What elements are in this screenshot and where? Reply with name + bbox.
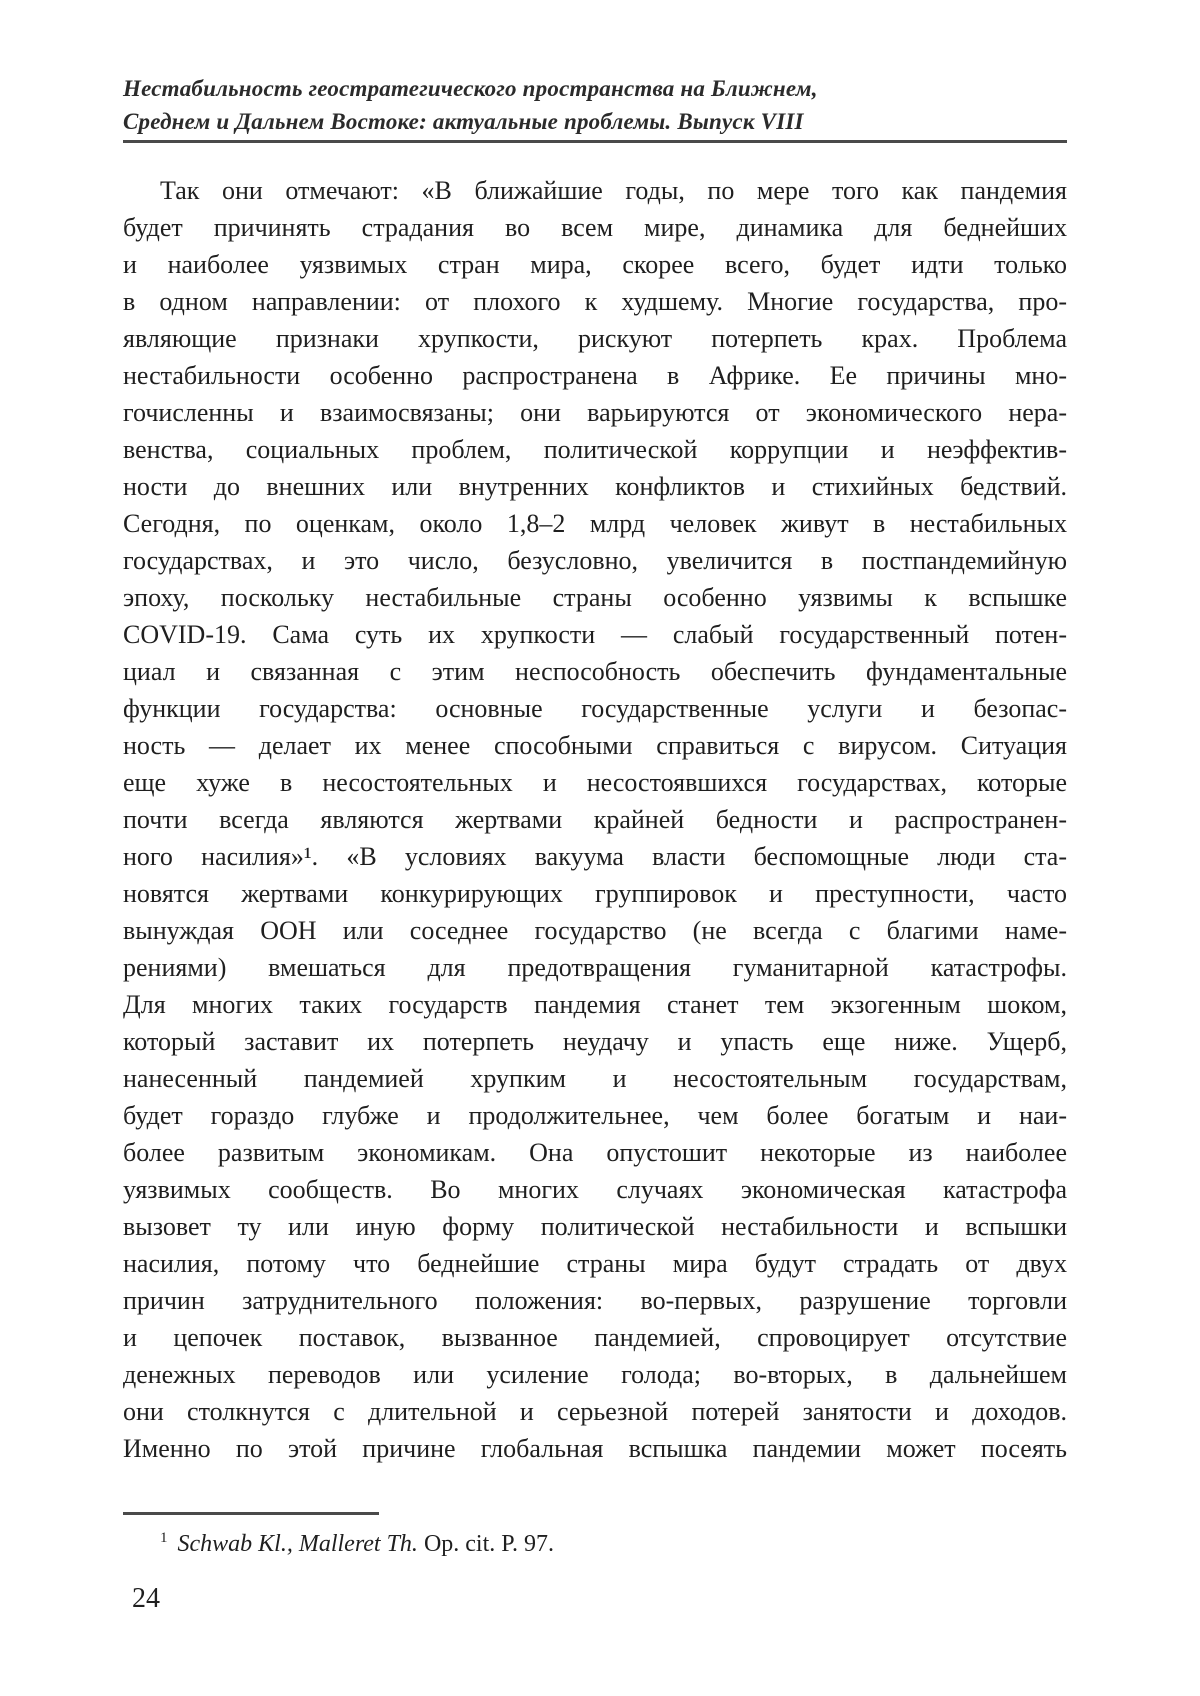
- body-text-line: и цепочек поставок, вызванное пандемией, спровоцирует отсутствие: [123, 1323, 1067, 1352]
- body-text-line: новятся жертвами конкурирующих группировок и преступности, часто: [123, 879, 1067, 908]
- body-text-line: будет причинять страдания во всем мире, динамика для беднейших: [123, 213, 1067, 242]
- body-text-line: вызовет ту или иную форму политической нестабильности и вспышки: [123, 1212, 1067, 1241]
- body-text-line: Так они отмечают: «В ближайшие годы, по мере того как пандемия: [160, 176, 1067, 205]
- body-text-line: будет гораздо глубже и продолжительнее, чем более богатым и наи-: [123, 1101, 1067, 1130]
- footnote-rule: [123, 1512, 379, 1515]
- body-text-line: причин затруднительного положения: во-первых, разрушение торговли: [123, 1286, 1067, 1315]
- body-text-line: циал и связанная с этим неспособность обеспечить фундаментальные: [123, 657, 1067, 686]
- body-text-line: почти всегда являются жертвами крайней бедности и распространен-: [123, 805, 1067, 834]
- body-text-line: COVID-19. Сама суть их хрупкости — слабый государственный потен-: [123, 620, 1067, 649]
- header-rule: [123, 140, 1067, 143]
- body-text-line: Именно по этой причине глобальная вспышка пандемии может посеять: [123, 1434, 1067, 1463]
- page-number: 24: [132, 1583, 160, 1614]
- body-text-line: ности до внешних или внутренних конфликтов и стихийных бедствий.: [123, 472, 1067, 501]
- running-header: [123, 72, 1067, 138]
- body-text-line: в одном направлении: от плохого к худшему. Многие государства, про-: [123, 287, 1067, 316]
- body-text-line: эпоху, поскольку нестабильные страны особенно уязвимы к вспышке: [123, 583, 1067, 612]
- body-text-line: рениями) вмешаться для предотвращения гуманитарной катастрофы.: [123, 953, 1067, 982]
- body-text-line: и наиболее уязвимых стран мира, скорее всего, будет идти только: [123, 250, 1067, 279]
- body-paragraph: [123, 172, 1067, 1467]
- footnote: [160, 1528, 1067, 1560]
- body-text-line: гочисленны и взаимосвязаны; они варьируются от экономического нера-: [123, 398, 1067, 427]
- body-text-line: государствах, и это число, безусловно, увеличится в постпандемийную: [123, 546, 1067, 575]
- body-text-line: который заставит их потерпеть неудачу и упасть еще ниже. Ущерб,: [123, 1027, 1067, 1056]
- body-text-line: насилия, потому что беднейшие страны мира будут страдать от двух: [123, 1249, 1067, 1278]
- body-text-line: они столкнутся с длительной и серьезной потерей занятости и доходов.: [123, 1397, 1067, 1426]
- footnote-reference: Op. cit. P. 97.: [423, 1531, 554, 1557]
- body-text-line: функции государства: основные государственные услуги и безопас-: [123, 694, 1067, 723]
- body-text-line: более развитым экономикам. Она опустошит некоторые из наиболее: [123, 1138, 1067, 1167]
- body-text-line: ность — делает их менее способными справиться с вирусом. Ситуация: [123, 731, 1067, 760]
- body-text-line: венства, социальных проблем, политической коррупции и неэффектив-: [123, 435, 1067, 464]
- body-text-line: еще хуже в несостоятельных и несостоявшихся государствах, которые: [123, 768, 1067, 797]
- body-text-line: ного насилия»¹. «В условиях вакуума власти беспомощные люди ста-: [123, 842, 1067, 871]
- running-header-line-2: Среднем и Дальнем Востоке: актуальные проблемы. Выпуск VIII: [123, 109, 804, 134]
- body-text-line: вынуждая ООН или соседнее государство (не всегда с благими наме-: [123, 916, 1067, 945]
- body-text-line: уязвимых сообществ. Во многих случаях экономическая катастрофа: [123, 1175, 1067, 1204]
- running-header-line-1: Нестабильность геостратегического пространства на Ближнем,: [123, 76, 818, 101]
- body-text-line: нестабильности особенно распространена в Африке. Ее причины мно-: [123, 361, 1067, 390]
- footnote-marker: 1: [160, 1530, 168, 1546]
- body-text-line: нанесенный пандемией хрупким и несостоятельным государствам,: [123, 1064, 1067, 1093]
- footnote-authors: Schwab Kl., Malleret Th.: [177, 1531, 418, 1557]
- body-text-line: Сегодня, по оценкам, около 1,8–2 млрд человек живут в нестабильных: [123, 509, 1067, 538]
- body-text-line: денежных переводов или усиление голода; во-вторых, в дальнейшем: [123, 1360, 1067, 1389]
- body-text-line: Для многих таких государств пандемия станет тем экзогенным шоком,: [123, 990, 1067, 1019]
- body-text-line: являющие признаки хрупкости, рискуют потерпеть крах. Проблема: [123, 324, 1067, 353]
